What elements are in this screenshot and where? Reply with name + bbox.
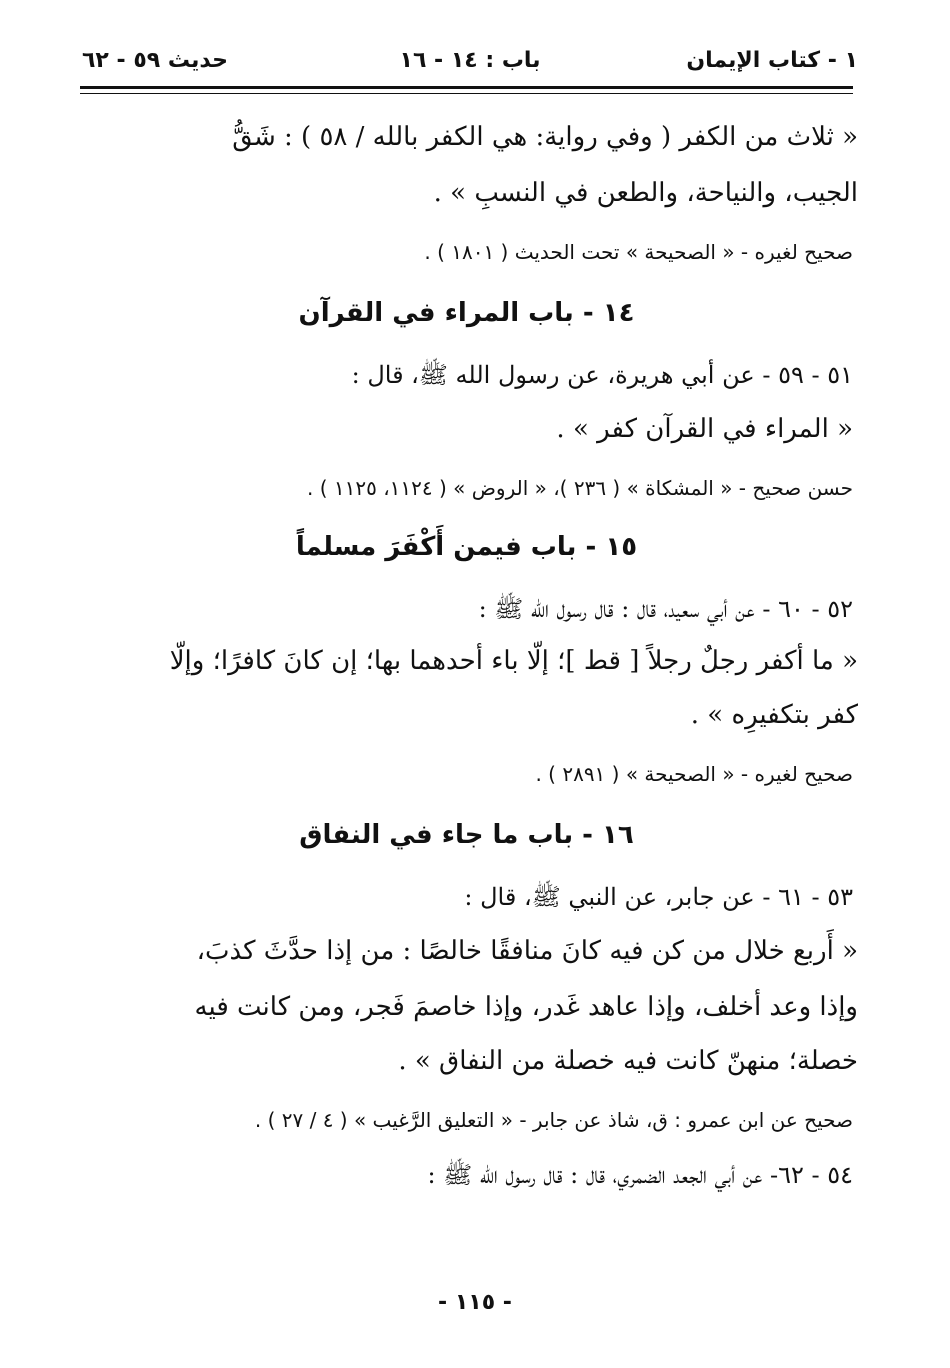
running-header <box>82 40 858 82</box>
page-number: - ١١٥ - <box>438 1290 512 1315</box>
header-rule-thin <box>80 93 853 94</box>
chapter-16-heading: ١٦ - باب ما جاء في النفاق <box>299 820 634 850</box>
chapter-15-heading: ١٥ - باب فيمن أَكْفَرَ مسلماً <box>295 532 638 562</box>
hadith-52-isnad: ٥٢ - ٦٠ - عن أبي سعيد، قال : قال رسول الله ﷺ : <box>478 595 853 623</box>
header-rule-thick <box>80 86 853 89</box>
hadith-53-text-line-1: « أَربع خلال من كن فيه كانَ منافقًا خالصًا : من إذا حدَّثَ كذبَ، <box>196 936 858 966</box>
hadith-53-isnad: ٥٣ - ٦١ - عن جابر، عن النبي ﷺ، قال : <box>464 883 853 911</box>
hadith-50-text-line-1: « ثلاث من الكفر ( وفي رواية: هي الكفر بالله / ٥٨ ) : شَقُّ <box>232 122 858 152</box>
hadith-50-text-line-2: الجيب، والنياحة، والطعن في النسبِ » . <box>433 178 858 208</box>
hadith-51-text: « المراء في القرآن كفر » . <box>556 414 853 444</box>
hadith-54-isnad: ٥٤ - ٦٢- عن أبي الجعد الضمري، قال : قال رسول الله ﷺ : <box>427 1161 853 1189</box>
hadith-53-grading: صحيح عن ابن عمرو : ق، شاذ عن جابر - « التعليق الرَّغيب » ( ٤ / ٢٧ ) . <box>254 1108 853 1132</box>
header-chapter-range: باب : ١٤ - ١٦ <box>399 48 541 73</box>
hadith-52-text-line-1: « ما أكفر رجلٌ رجلاً [ قط ]؛ إلّا باء أحدهما بها؛ إن كانَ كافرًا؛ وإلّا <box>169 646 858 676</box>
header-book-title: ١ - كتاب الإيمان <box>686 48 858 73</box>
hadith-51-grading: حسن صحيح - « المشكاة » ( ٢٣٦ )، « الروض » ( ١١٢٤، ١١٢٥ ) . <box>307 476 853 500</box>
hadith-52-grading: صحيح لغيره - « الصحيحة » ( ٢٨٩١ ) . <box>535 762 853 786</box>
hadith-53-text-line-3: خصلة؛ منهنّ كانت فيه خصلة من النفاق » . <box>398 1046 858 1076</box>
chapter-14-heading: ١٤ - باب المراء في القرآن <box>298 298 635 328</box>
hadith-51-isnad: ٥١ - ٥٩ - عن أبي هريرة، عن رسول الله ﷺ، قال : <box>351 361 853 389</box>
hadith-50-grading: صحيح لغيره - « الصحيحة » تحت الحديث ( ١٨٠١ ) . <box>424 240 853 264</box>
hadith-52-text-line-2: كفر بتكفيرِه » . <box>690 700 858 730</box>
header-hadith-range: حديث ٥٩ - ٦٢ <box>82 48 228 73</box>
hadith-53-text-line-2: وإذا وعد أخلف، وإذا عاهد غَدر، وإذا خاصمَ فَجر، ومن كانت فيه <box>194 992 858 1022</box>
